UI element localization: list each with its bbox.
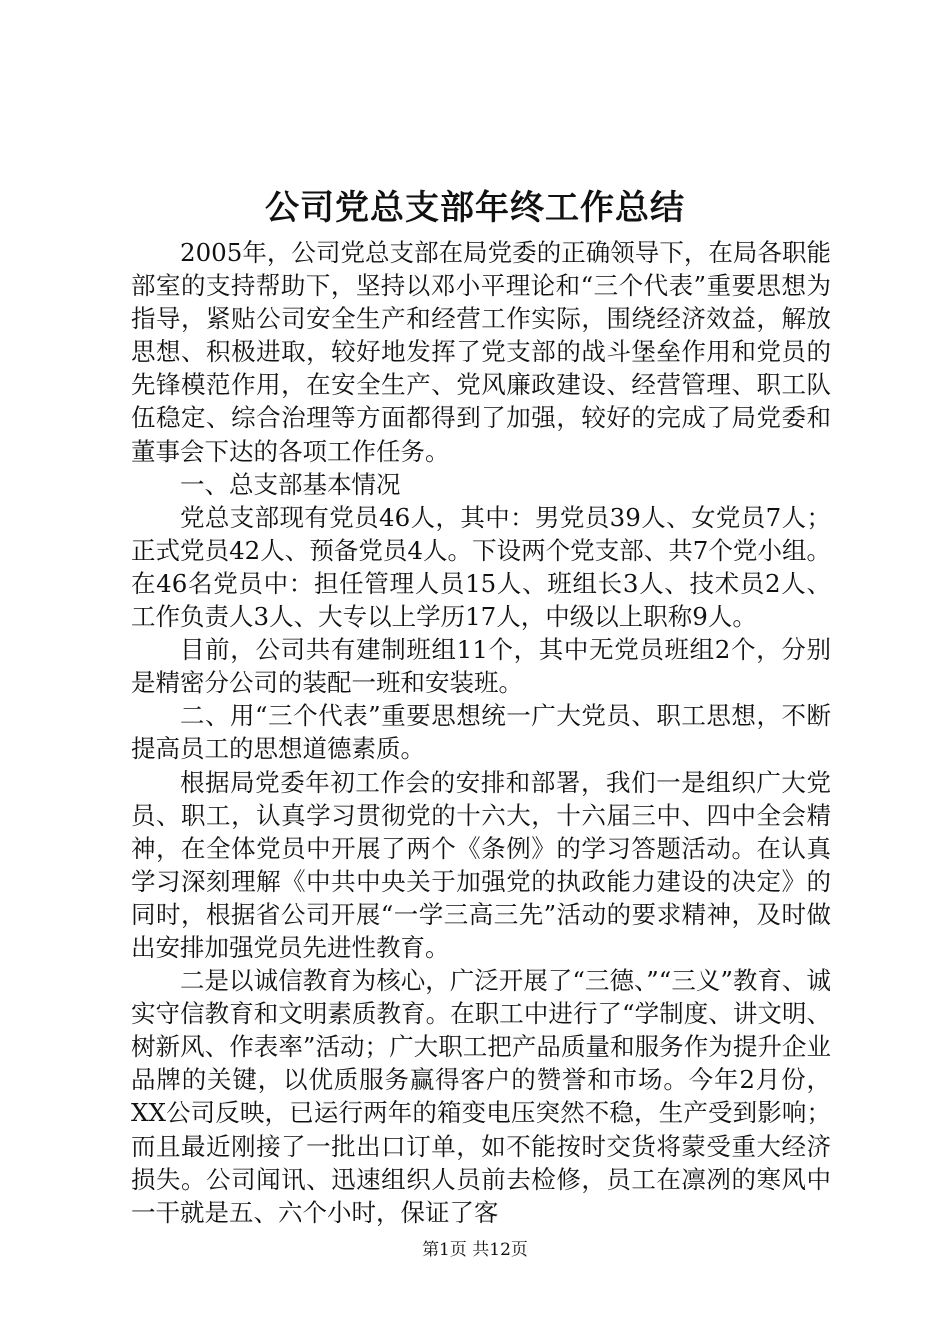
page-number-footer: 第1页 共12页 (422, 1240, 528, 1260)
document-body (131, 236, 831, 1229)
section-heading-2: 二、用“三个代表”重要思想统一广大党员、职工思想，不断提高员工的思想道德素质。 (131, 701, 831, 764)
document-title: 公司党总支部年终工作总结 (265, 188, 685, 228)
paragraph-team-groups: 目前，公司共有建制班组11个，其中无党员班组2个，分别是精密分公司的装配一班和安装班。 (131, 635, 831, 698)
section-heading-1: 一、总支部基本情况 (180, 469, 401, 499)
paragraph-intro: 2005年，公司党总支部在局党委的正确领导下，在局各职能部室的支持帮助下，坚持以邓小平理论和“三个代表”重要思想为指导，紧贴公司安全生产和经营工作实际，围绕经济效益，解放思想、积极进取，较好地发挥了党支部的战斗堡垒作用和党员的先锋模范作用，在安全生产、党风廉政建设、经营管理、职工队伍稳定、综合治理等方面都得到了加强，较好的完成了局党委和董事会下达的各项工作任务。 (131, 238, 831, 466)
paragraph-integrity-education: 二是以诚信教育为核心，广泛开展了“三德、”“三义”教育、诚实守信教育和文明素质教育。在职工中进行了“学制度、讲文明、树新风、作表率”活动；广大职工把产品质量和服务作为提升企业品牌的关键，以优质服务赢得客户的赞誉和市场。今年2月份，XX公司反映，已运行两年的箱变电压突然不稳，生产受到影响；而且最近刚接了一批出口订单，如不能按时交货将蒙受重大经济损失。公司闻讯、迅速组织人员前去检修，员工在凛冽的寒风中一干就是五、六个小时，保证了客 (131, 966, 831, 1227)
paragraph-member-stats: 党总支部现有党员46人，其中：男党员39人、女党员7人；正式党员42人、预备党员4人。下设两个党支部、共7个党小组。在46名党员中：担任管理人员15人、班组长3人、技术员2人、工作负责人3人、大专以上学历17人，中级以上职称9人。 (131, 502, 831, 632)
paragraph-study-activities: 根据局党委年初工作会的安排和部署，我们一是组织广大党员、职工，认真学习贯彻党的十六大，十六届三中、四中全会精神，在全体党员中开展了两个《条例》的学习答题活动。在认真学习深刻理解《中共中央关于加强党的执政能力建设的决定》的同时，根据省公司开展“一学三高三先”活动的要求精神，及时做出安排加强党员先进性教育。 (131, 767, 831, 962)
